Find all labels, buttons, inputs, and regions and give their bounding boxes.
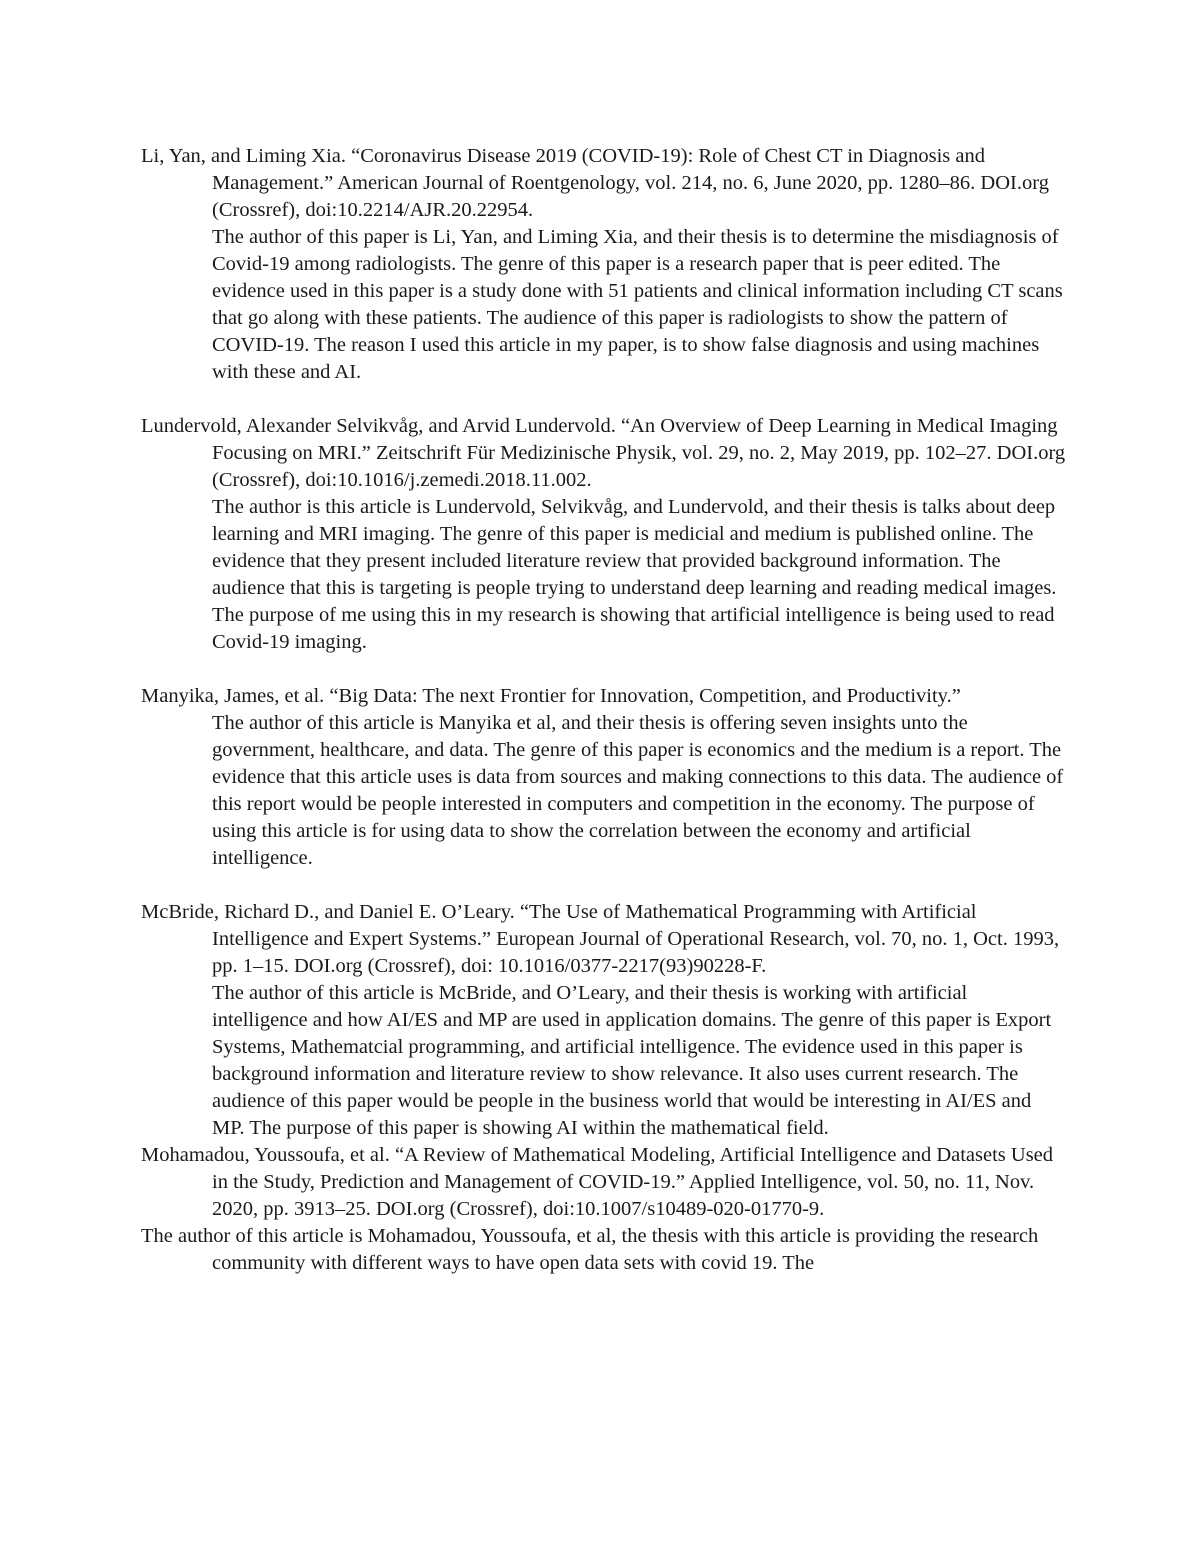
annotated-bibliography [141,143,1066,1277]
entry-citation: McBride, Richard D., and Daniel E. O’Leary. “The Use of Mathematical Programming with Artificial Intelligence and Expert Systems.” European Journal of Operational Research, vol. 70, no. 1, Oct. 1993, pp. 1–15. DOI.org (Crossref), doi: 10.1016/0377-2217(93)90228-F. [141,901,1060,977]
entry-citation: Li, Yan, and Liming Xia. “Coronavirus Disease 2019 (COVID-19): Role of Chest CT in Diagnosis and Management.” American Journal of Roentgenology, vol. 214, no. 6, June 2020, pp. 1280–86. DOI.org (Crossref), doi:10.2214/AJR.20.22954. [141,145,1049,221]
bibliography-entry [141,413,1066,656]
entry-annotation: The author of this article is McBride, and O’Leary, and their thesis is working with artificial intelligence and how AI/ES and MP are used in application domains. The genre of this paper is Export Systems, Mathematcial programming, and artificial intelligence. The evidence used in this paper is background information and literature review to show relevance. It also uses current research. The audience of this paper would be people in the business world that would be interesting in AI/ES and MP. The purpose of this paper is showing AI within the mathematical field. [212,982,1052,1139]
bibliography-entry [141,143,1066,386]
bibliography-entry [141,899,1066,1142]
spacer [141,656,1066,683]
bibliography-entry [141,683,1066,872]
entry-annotation: The author of this article is Mohamadou, Youssoufa, et al, the thesis with this article is providing the research community with different ways to have open data sets with covid 19. The [141,1225,1039,1274]
spacer [141,386,1066,413]
entry-annotation: The author of this paper is Li, Yan, and Liming Xia, and their thesis is to determine the misdiagnosis of Covid-19 among radiologists. The genre of this paper is a research paper that is peer edited. The evidence used in this paper is a study done with 51 patients and clinical information including CT scans that go along with these patients. The audience of this paper is radiologists to show the pattern of COVID-19. The reason I used this article in my paper, is to show false diagnosis and using machines with these and AI. [212,226,1063,383]
bibliography-entry [141,1142,1066,1277]
spacer [141,872,1066,899]
entry-annotation: The author is this article is Lundervold, Selvikvåg, and Lundervold, and their thesis is talks about deep learning and MRI imaging. The genre of this paper is medicial and medium is published online. The evidence that they present included literature review that provided background information. The audience that this is targeting is people trying to understand deep learning and reading medical images. The purpose of me using this in my research is showing that artificial intelligence is being used to read Covid-19 imaging. [212,496,1057,653]
entry-citation: Lundervold, Alexander Selvikvåg, and Arvid Lundervold. “An Overview of Deep Learning in Medical Imaging Focusing on MRI.” Zeitschrift Für Medizinische Physik, vol. 29, no. 2, May 2019, pp. 102–27. DOI.org (Crossref), doi:10.1016/j.zemedi.2018.11.002. [141,415,1066,491]
entry-citation: Mohamadou, Youssoufa, et al. “A Review of Mathematical Modeling, Artificial Intelligence and Datasets Used in the Study, Prediction and Management of COVID-19.” Applied Intelligence, vol. 50, no. 11, Nov. 2020, pp. 3913–25. DOI.org (Crossref), doi:10.1007/s10489-020-01770-9. [141,1144,1054,1220]
entry-annotation: The author of this article is Manyika et al, and their thesis is offering seven insights unto the government, healthcare, and data. The genre of this paper is economics and the medium is a report. The evidence that this article uses is data from sources and making connections to this data. The audience of this report would be people interested in computers and competition in the economy. The purpose of using this article is for using data to show the correlation between the economy and artificial intelligence. [212,712,1064,869]
entry-citation: Manyika, James, et al. “Big Data: The next Frontier for Innovation, Competition, and Productivity.” [141,685,961,707]
